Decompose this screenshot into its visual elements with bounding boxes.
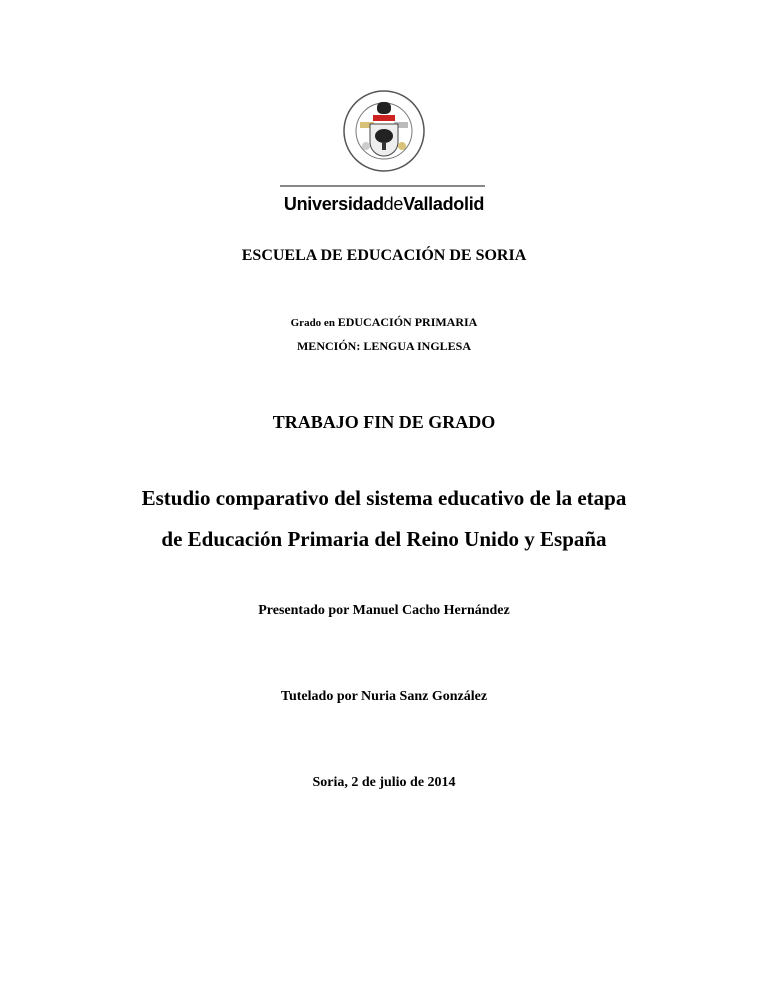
place-date: Soria, 2 de julio de 2014	[312, 775, 456, 790]
title-line-2: de Educación Primaria del Reino Unido y España	[161, 527, 607, 551]
mention: MENCIÓN: LENGUA INGLESA	[296, 339, 472, 353]
document-type: TRABAJO FIN DE GRADO	[272, 412, 496, 432]
title-line-1: Estudio comparativo del sistema educativo de la etapa	[141, 486, 627, 510]
degree-name: EDUCACIÓN PRIMARIA	[337, 315, 478, 329]
tutor: Tutelado por Nuria Sanz González	[280, 689, 488, 704]
logo-divider	[280, 185, 485, 187]
wordmark-part: Universidad	[283, 194, 384, 214]
wordmark-part: de	[383, 194, 404, 214]
school-name: ESCUELA DE EDUCACIÓN DE SORIA	[241, 247, 527, 264]
degree-prefix: Grado en	[290, 317, 338, 329]
degree	[0, 315, 768, 330]
university-seal-logo	[336, 88, 432, 174]
author: Presentado por Manuel Cacho Hernández	[258, 603, 510, 618]
university-wordmark	[0, 194, 768, 215]
wordmark-part: Valladolid	[403, 194, 485, 214]
